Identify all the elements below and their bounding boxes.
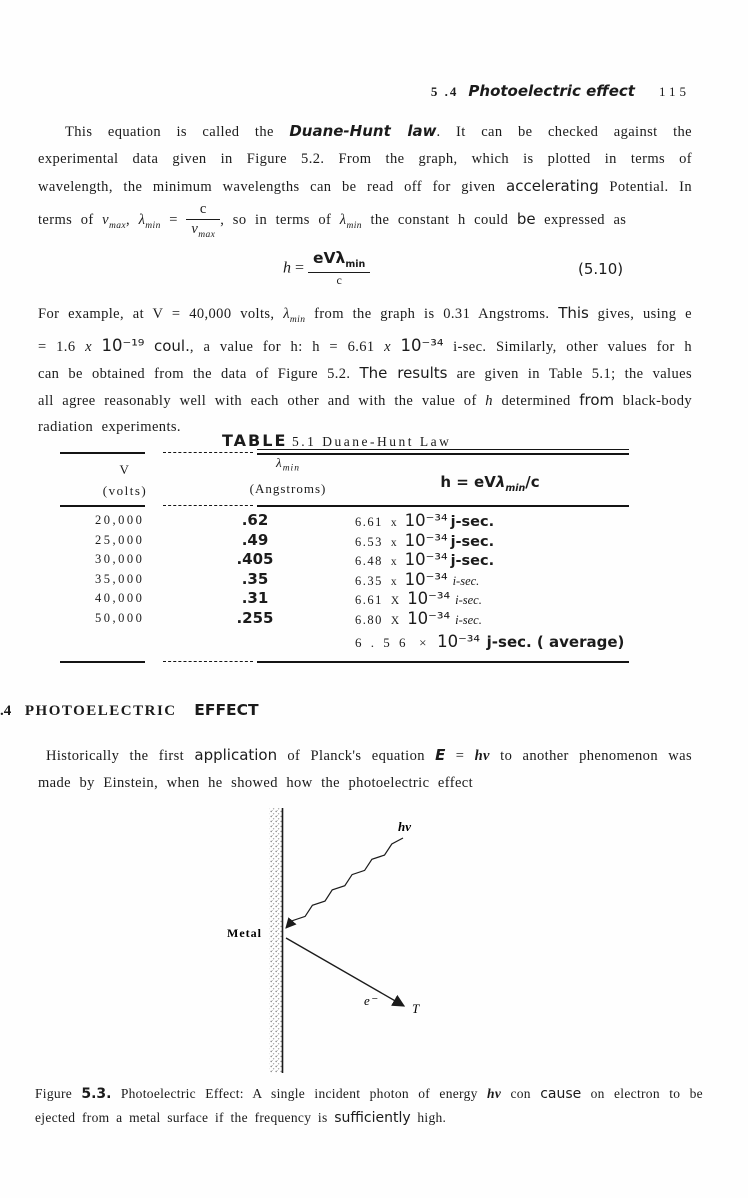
section-heading	[0, 697, 700, 725]
running-head-title: Photoelectric effect	[468, 82, 635, 100]
electron-arrow	[286, 938, 404, 1006]
table-rule-top-left	[60, 452, 145, 454]
table-row: 20,000 .62 6.61 x 10⁻³⁴ j-sec.	[95, 511, 495, 530]
metal-surface-hatch	[269, 808, 282, 1073]
text-run: gives, using e = 1.6	[38, 306, 692, 355]
equals-sign: =	[455, 748, 465, 764]
text-run-alt-font: The results	[359, 363, 448, 382]
text-run: determined	[501, 392, 571, 409]
running-head	[380, 78, 690, 105]
table-rule-mid-dashes	[163, 505, 253, 506]
equation-5-10	[283, 250, 370, 288]
metal-label: Metal	[227, 926, 262, 940]
power-of-ten: 10⁻¹⁹	[101, 335, 145, 355]
equation-lhs: h	[283, 259, 291, 277]
column-header-formula: h = eVλ$_{min}$/c	[440, 473, 540, 494]
text-run-alt-font: from	[579, 390, 615, 409]
text-run: Figure	[35, 1086, 73, 1101]
table-rule-mid-right	[257, 505, 629, 507]
text-run-alt-font: application	[194, 746, 278, 764]
text-run: high.	[417, 1110, 447, 1125]
text-run: ,	[126, 212, 131, 229]
table-duane-hunt	[35, 445, 635, 670]
table-rule-bottom-right	[257, 661, 629, 663]
text-run: Potential. In terms of	[38, 179, 692, 229]
text-run: Historically the first	[46, 748, 185, 764]
text-run: i-sec. Similarly, other values for h can be obtained from the data of Figure 5.2.	[38, 338, 692, 382]
table-rule-bottom-dashes	[163, 661, 253, 662]
table-row: 25,000 .49 6.53 x 10⁻³⁴ j-sec.	[95, 530, 495, 550]
section-title: PHOTOELECTRIC	[24, 703, 177, 719]
table-average-row: 6 . 5 6 × 10⁻³⁴ j-sec. ( average)	[355, 632, 625, 651]
text-run: of Planck's equation	[287, 748, 425, 764]
figure-number: 5.3.	[81, 1086, 112, 1102]
lambda-min-symbol: $\lambda_{min}$	[283, 306, 306, 325]
text-run: expressed as	[544, 212, 627, 229]
fraction-numerator: c	[186, 201, 220, 220]
photon-energy-label: hν	[398, 819, 411, 834]
text-run: are given in Table 5.1; the values all agree reasonably well with each other and with the value of	[38, 365, 693, 409]
text-run: black-body radiation experiments.	[38, 392, 692, 435]
nu-max-symbol: $\nu_{max}$	[102, 212, 127, 231]
fraction-numerator: eVλ$_{min}$	[308, 250, 370, 273]
fraction-denominator: c	[336, 273, 342, 288]
text-run: , a value for h: h = 6.61	[189, 338, 375, 355]
kinetic-energy-label: T	[412, 1001, 420, 1016]
text-run: from the graph is 0.31 Angstroms.	[314, 306, 550, 322]
equation-fraction	[308, 250, 370, 288]
table-rule-mid-left	[60, 505, 145, 507]
inline-fraction-c-over-nu-max	[186, 201, 220, 240]
text-run-alt-font: This	[558, 304, 589, 322]
text-run: on electron to be ejected from a metal surface if the frequency is	[35, 1086, 703, 1125]
paragraph-duane-hunt	[38, 118, 692, 240]
table-row: 40,000 .31 6.61 X 10⁻³⁴ i-sec.	[95, 589, 482, 608]
lambda-min-symbol: $\lambda_{min}$	[276, 455, 300, 474]
table-row: 30,000 .405 6.48 x 10⁻³⁴ j-sec.	[95, 550, 495, 569]
column-header-lambda: $\lambda_{min}$ (Angstroms)	[213, 453, 363, 499]
equation-5-10-row	[0, 248, 748, 300]
text-run: This equation is called the	[65, 124, 274, 140]
times-x: x	[85, 338, 92, 355]
h-nu-symbol: hν	[474, 748, 490, 764]
equation-number: (5.10)	[578, 260, 624, 278]
equals-sign: =	[295, 259, 305, 277]
section-title-alt-font: EFFECT	[194, 701, 259, 719]
electron-label: e⁻	[364, 993, 377, 1008]
column-header-volts: V (volts)	[102, 462, 148, 498]
duane-hunt-law-term: Duane-Hunt law	[289, 122, 437, 140]
text-run: con	[510, 1086, 531, 1101]
section-number: .4	[0, 703, 12, 719]
table-rows	[35, 511, 635, 628]
lambda-min-symbol: $\lambda_{min}$	[339, 212, 362, 231]
power-of-ten: 10⁻³⁴	[400, 335, 444, 355]
text-run-alt-font: coul.	[154, 336, 190, 355]
h-symbol: h	[485, 392, 493, 409]
table-rule-bottom-left	[60, 661, 145, 663]
h-nu-symbol: hν	[487, 1086, 502, 1101]
lambda-min-symbol: $\lambda_{min}$	[138, 212, 161, 231]
equals-sign: =	[169, 212, 178, 229]
text-run-alt-font: sufficiently	[334, 1110, 411, 1126]
table-rule-top-upper	[257, 449, 629, 450]
table-row: 35,000 .35 6.35 x 10⁻³⁴ i-sec.	[95, 569, 480, 589]
text-run: . It can be checked against the experimental data given in Figure 5.2. From the graph, which is plotted in terms of wavelength, the minimum wavelengths can be read off for given	[38, 124, 692, 195]
figure-photoelectric-diagram	[0, 805, 748, 1075]
E-symbol: E	[435, 746, 446, 764]
paragraph-historical	[38, 742, 692, 797]
text-run: the constant h could	[370, 212, 509, 229]
running-head-section: 5 .4	[430, 84, 459, 99]
table-row: 50,000 .255 6.80 X 10⁻³⁴ i-sec.	[95, 608, 482, 628]
text-run-alt-font: cause	[540, 1086, 582, 1102]
times-x: x	[384, 338, 391, 355]
text-run: Photoelectric Effect: A single incident photon of energy	[120, 1086, 478, 1101]
text-run-alt-font: be	[516, 210, 536, 229]
text-run: For example, at V = 40,000 volts,	[38, 306, 275, 322]
photon-wavy-arrow	[286, 838, 403, 928]
text-run: to another phenomenon was made by Einstein, when he showed how the photoelectric effect	[38, 748, 692, 791]
table-title-text: 5.1 Duane-Hunt Law	[292, 434, 452, 449]
page-number: 115	[658, 84, 690, 99]
paragraph-example	[38, 300, 692, 440]
text-run-alt-font: accelerating	[506, 177, 599, 195]
fraction-denominator: $\nu_{max}$	[191, 220, 216, 240]
text-run: , so in terms of	[220, 212, 332, 229]
table-label: TABLE	[222, 431, 288, 450]
figure-caption	[35, 1082, 703, 1130]
